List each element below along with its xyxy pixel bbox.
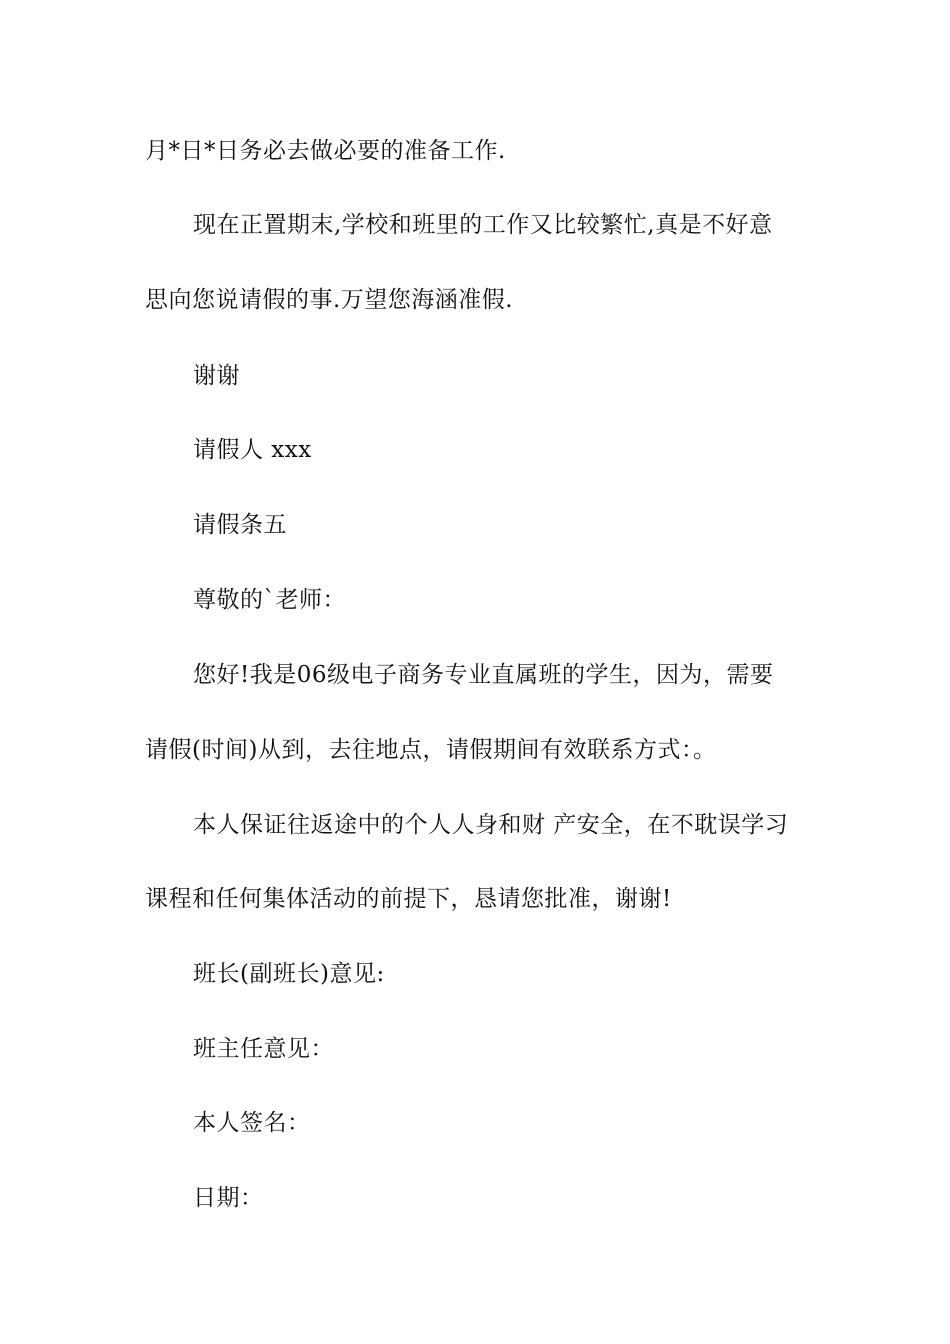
text-line-5: 请假人 xxx: [193, 437, 312, 463]
text-line-7: 尊敬的`老师：: [193, 587, 346, 613]
text-line-2: 现在正置期末,学校和班里的工作又比较繁忙,真是不好意: [193, 212, 773, 238]
text-line-6: 请假条五: [193, 512, 287, 538]
text-line-9: 请假(时间)从到，去往地点，请假期间有效联系方式：。: [145, 737, 717, 763]
text-line-13: 班主任意见：: [193, 1036, 334, 1062]
text-line-4: 谢谢: [193, 363, 240, 389]
text-line-1: 月*日*日务必去做必要的准备工作.: [145, 138, 506, 164]
text-line-14: 本人签名：: [193, 1110, 311, 1136]
text-line-15: 日期：: [193, 1185, 264, 1211]
text-line-8: 您好!我是06级电子商务专业直属班的学生，因为，需要: [193, 662, 774, 688]
text-line-3: 思向您说请假的事.万望您海涵准假.: [145, 287, 514, 313]
text-line-12: 班长(副班长)意见:: [193, 961, 385, 987]
text-line-11: 课程和任何集体活动的前提下，恳请您批准，谢谢!: [145, 886, 672, 912]
text-line-10: 本人保证往返途中的个人人身和财 产安全，在不耽误学习: [193, 812, 789, 838]
